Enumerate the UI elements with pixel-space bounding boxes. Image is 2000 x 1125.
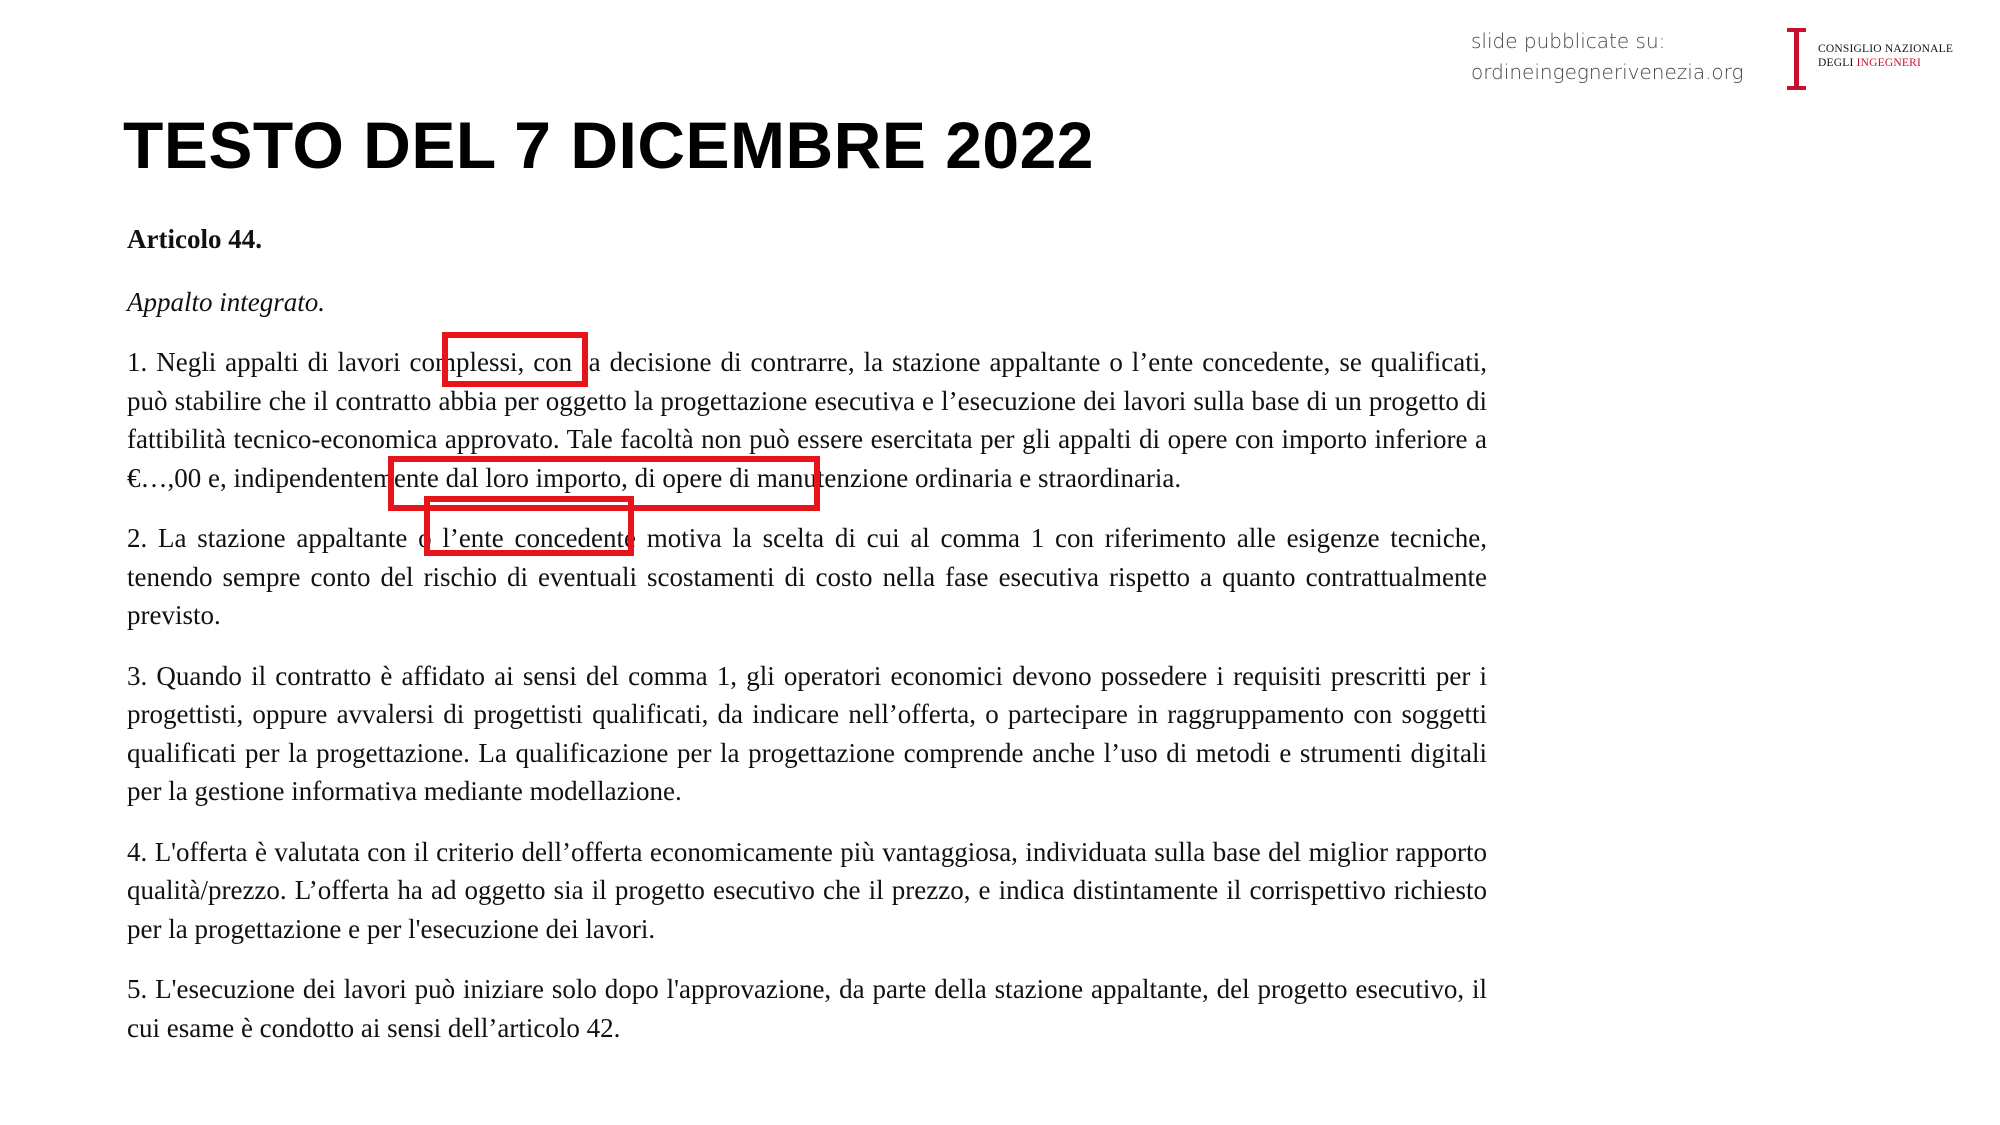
paragraph-2: 2. La stazione appaltante o l’ente concedente motiva la scelta di cui al comma 1 con riferimento alle esigenze tecniche, tenendo sempre conto del rischio di eventuali scostamenti di costo nella fase esecutiva rispetto a quanto contrattualmente previsto.: [127, 523, 1487, 630]
logo-line-2b: INGEGNERI: [1856, 57, 1921, 69]
cni-logo: [1782, 28, 1982, 90]
p1-highlight-complessi: complessi,: [409, 347, 525, 377]
article-heading: Articolo 44.: [127, 224, 262, 254]
logo-line-2a: DEGLI: [1818, 57, 1857, 69]
logo-i-mark-icon: [1786, 28, 1808, 90]
paragraph-5: 5. L'esecuzione dei lavori può iniziare solo dopo l'approvazione, da parte della stazione appaltante, del progetto esecutivo, il cui esame è condotto ai sensi dell’articolo 42.: [127, 974, 1487, 1043]
p1-text-a: 1. Negli appalti di lavori: [127, 347, 410, 377]
highlight-box-complessi: [442, 332, 588, 387]
published-url: ordineingegnerivenezia.org: [1471, 60, 1744, 84]
p1-highlight-straordinaria: e straordinaria.: [1019, 462, 1182, 493]
logo-line-1: CONSIGLIO NAZIONALE: [1818, 43, 1954, 55]
logo-line-2: [1818, 56, 1953, 70]
highlight-box-straordinaria: [424, 496, 634, 556]
published-label: slide pubblicate su:: [1471, 29, 1666, 53]
slide-title: TESTO DEL 7 DICEMBRE 2022: [123, 108, 1095, 182]
p1-text-c: con la decisione di contrarre, la stazione appaltante o l’ente concedente, se qualificati, può stabilire che il contratto abbia per oggetto la progettazione esecutiva e l’esecuzione dei lavori sulla base di un progetto di fattibilità tecnico-economica approvato. Tale facoltà non può essere esercitata per gli appalti di opere: [127, 347, 1488, 454]
p1-text-e: e, indipendentemente dal loro importo, di opere di manutenzione ordinaria: [201, 462, 1020, 493]
paragraph-3: 3. Quando il contratto è affidato ai sensi del comma 1, gli operatori economici devono possedere i requisiti prescritti per i progettisti, oppure avvalersi di progettisti qualificati, da indicare nell’offerta, o partecipare in raggruppamento con soggetti qualificati per la progettazione. La qualificazione per la progettazione comprende anche l’uso di metodi e strumenti digitali per la gestione informativa mediante modellazione.: [127, 660, 1487, 806]
p1-highlight-importo: con importo inferiore a €…,00: [127, 424, 1487, 493]
document-excerpt: [127, 220, 1487, 1069]
logo-text: [1818, 42, 1953, 70]
article-subheading: Appalto integrato.: [127, 286, 325, 317]
paragraph-4: 4. L'offerta è valutata con il criterio dell’offerta economicamente più vantaggiosa, individuata sulla base del miglior rapporto qualità/prezzo. L’offerta ha ad oggetto sia il progetto esecutivo che il prezzo, e indica distintamente il corrispettivo richiesto per la progettazione e per l'esecuzione dei lavori.: [127, 836, 1487, 944]
published-note: [1471, 26, 1744, 88]
